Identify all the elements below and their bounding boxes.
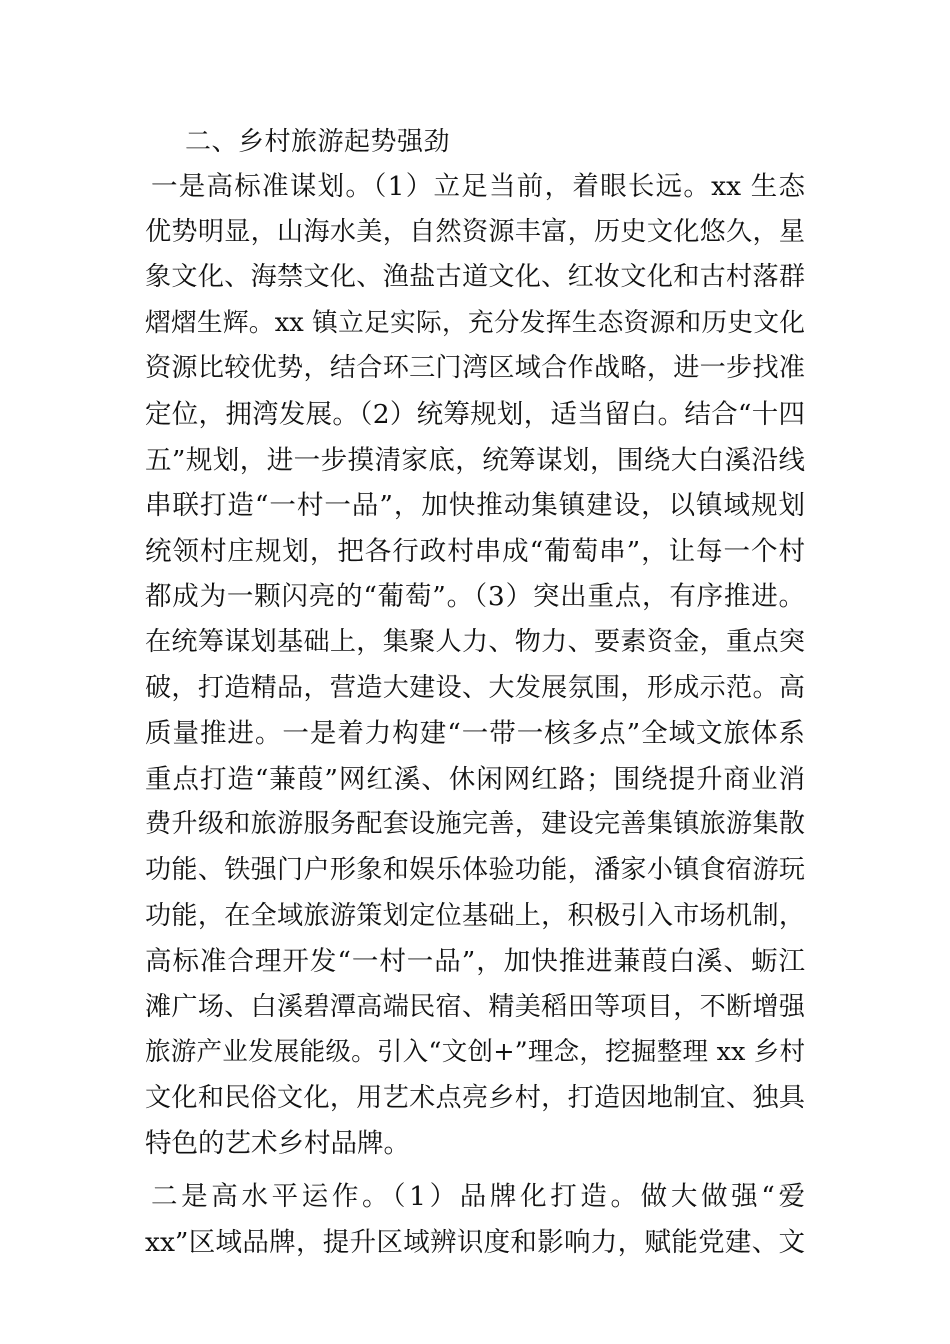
section-heading: 二、乡村旅游起势强劲	[185, 127, 451, 157]
text-line: 重点打造“蒹葭”网红溪、休闲网红路；围绕提升商业消	[145, 763, 805, 795]
text-line: 统领村庄规划，把各行政村串成“葡萄串”，让每一个村	[145, 535, 805, 567]
text-line: 功能、铁强门户形象和娱乐体验功能，潘家小镇食宿游玩	[145, 854, 805, 885]
text-line: 旅游产业发展能级。引入“文创+”理念，挖掘整理 xx 乡村	[145, 1037, 805, 1068]
text-line: 功能，在全域旅游策划定位基础上，积极引入市场机制，	[145, 900, 805, 931]
text-line: 文化和民俗文化，用艺术点亮乡村，打造因地制宜、独具	[145, 1082, 805, 1113]
text-line: 高标准合理开发“一村一品”，加快推进蒹葭白溪、蛎江	[145, 946, 805, 978]
text-line: 特色的艺术乡村品牌。	[145, 1128, 410, 1160]
text-line: 在统筹谋划基础上，集聚人力、物力、要素资金，重点突	[145, 626, 805, 657]
paragraph-high-standard-planning	[145, 164, 805, 1167]
text-line: 熠熠生辉。xx 镇立足实际，充分发挥生态资源和历史文化	[145, 307, 805, 338]
text-line: 五”规划，进一步摸清家底，统筹谋划，围绕大白溪沿线	[145, 444, 805, 476]
text-line: 定位，拥湾发展。（2）统筹规划，适当留白。结合“十四	[145, 398, 805, 430]
text-line: 质量推进。一是着力构建“一带一核多点”全域文旅体系	[145, 718, 805, 750]
document-body	[145, 120, 805, 1265]
text-line: 都成为一颗闪亮的“葡萄”。（3）突出重点，有序推进。	[145, 581, 805, 613]
text-line: 串联打造“一村一品”，加快推动集镇建设，以镇域规划	[145, 490, 805, 522]
text-line: xx”区域品牌，提升区域辨识度和影响力，赋能党建、文	[145, 1226, 805, 1258]
text-line: 滩广场、白溪碧潭高端民宿、精美稻田等项目，不断增强	[145, 991, 805, 1022]
text-line: 优势明显，山海水美，自然资源丰富，历史文化悠久，星	[145, 216, 805, 247]
text-line: 一是高标准谋划。（1）立足当前，着眼长远。xx 生态	[151, 171, 805, 202]
text-line: 费升级和旅游服务配套设施完善，建设完善集镇旅游集散	[145, 809, 805, 840]
text-line: 破，打造精品，营造大建设、大发展氛围，形成示范。高	[145, 672, 805, 703]
text-line: 象文化、海禁文化、渔盐古道文化、红妆文化和古村落群	[145, 262, 805, 293]
paragraph-high-level-operation	[145, 1174, 805, 1265]
text-line: 资源比较优势，结合环三门湾区域合作战略，进一步找准	[145, 353, 805, 384]
text-line: 二是高水平运作。（1）品牌化打造。做大做强“爱	[151, 1181, 805, 1213]
